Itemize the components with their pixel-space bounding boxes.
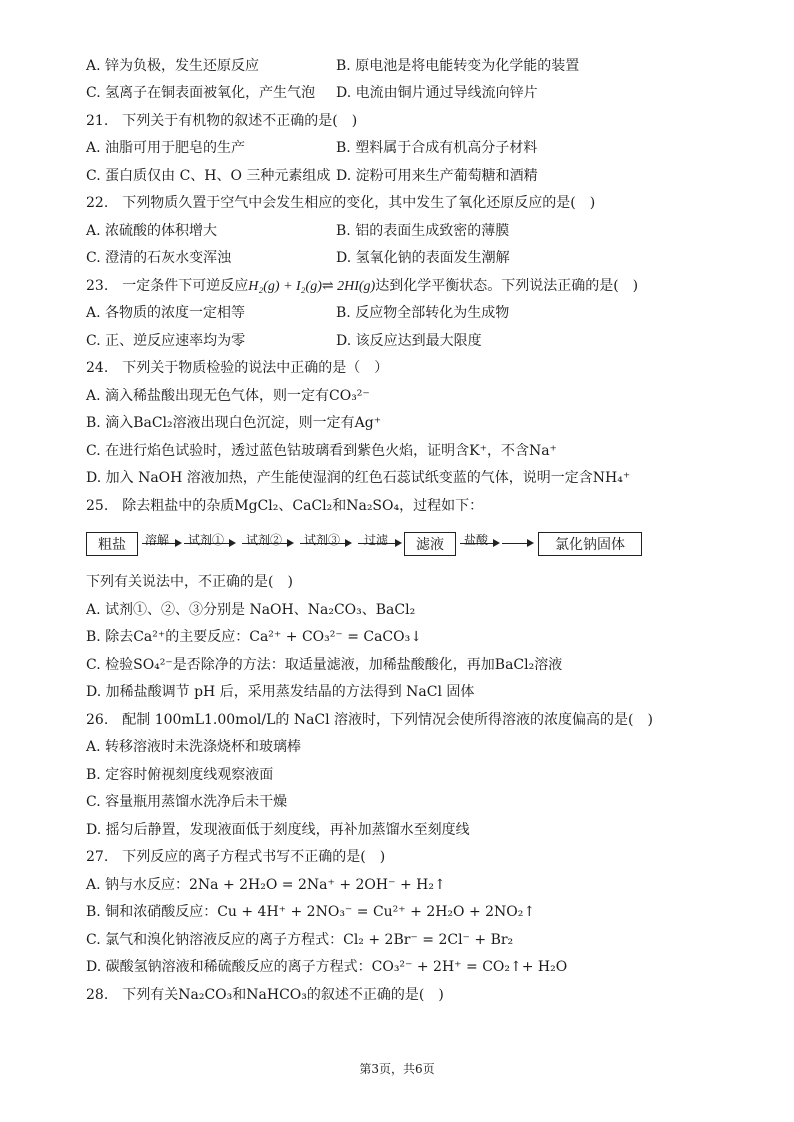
question-28-stem: 28. 下列有关Na₂CO₃和NaHCO₃的叙述不正确的是( ) [86,987,444,1003]
q25-option-b: B. 除去Ca²⁺的主要反应：Ca²⁺ + CO₃²⁻ = CaCO₃↓ [86,629,422,645]
q27-option-d: D. 碳酸氢钠溶液和稀硫酸反应的离子方程式：CO₃²⁻ + 2H⁺ = CO₂↑+ H₂O [86,959,568,975]
q24-option-c: C. 在进行焰色试验时，透过蓝色钴玻璃看到紫色火焰，证明含K⁺，不含Na⁺ [86,443,557,459]
q26-option-a: A. 转移溶液时未洗涤烧杯和玻璃棒 [86,739,302,755]
flow-label-hcl: 盐酸 [464,533,489,547]
q21-option-a: A. 油脂可用于肥皂的生产 [86,140,246,156]
q22-option-a: A. 浓硫酸的体积增大 [86,223,218,239]
question-21-stem: 21. 下列关于有机物的叙述不正确的是( ) [86,113,358,129]
flow-box-crude-salt: 粗盐 [86,532,138,556]
question-22-stem: 22. 下列物质久置于空气中会发生相应的变化，其中发生了氧化还原反应的是( ) [86,195,596,211]
question-27-stem: 27. 下列反应的离子方程式书写不正确的是( ) [86,849,386,865]
q21-option-d: D. 淀粉可用来生产葡萄糖和酒精 [336,168,538,184]
flow-arrow-dissolve [142,533,180,547]
flow-box-filtrate: 滤液 [404,532,456,556]
q26-option-b: B. 定容时俯视刻度线观察液面 [86,767,274,783]
q24-option-a: A. 滴入稀盐酸出现无色气体，则一定有CO₃²⁻ [86,388,370,404]
q24-option-b: B. 滴入BaCl₂溶液出现白色沉淀，则一定有Ag⁺ [86,415,382,431]
q23-option-a: A. 各物质的浓度一定相等 [86,305,246,321]
q23-option-b: B. 反应物全部转化为生成物 [336,305,510,321]
flow-arrow-hcl [460,533,498,547]
flow-arrow-reagent3 [300,533,350,547]
question-26-stem: 26. 配制 100mL1.00mol/L的 NaCl 溶液时，下列情况会使所得溶液的浓度偏高的是( ) [86,712,653,728]
option-b: B. 原电池是将电能转变为化学能的装置 [336,58,580,74]
flow-box-nacl-solid: 氯化钠固体 [538,532,642,556]
page-footer: 第3页，共6页 [359,1062,435,1076]
flow-arrow-filter [358,533,400,547]
q27-option-a: A. 钠与水反应：2Na + 2H₂O = 2Na⁺ + 2OH⁻ + H₂↑ [86,877,446,893]
q22-option-c: C. 澄清的石灰水变浑浊 [86,250,232,266]
q21-option-c: C. 蛋白质仅由 C、H、O 三种元素组成 [86,168,331,184]
flow-arrow-reagent1 [184,533,234,547]
q23-stem-formula: H₂(g) + I₂(g)⇌ 2HI(g) [248,279,376,294]
flow-arrow-final [502,543,532,544]
option-a: A. 锌为负极，发生还原反应 [86,58,260,74]
purification-flowchart [86,530,646,560]
question-25-stem: 25. 除去粗盐中的杂质MgCl₂、CaCl₂和Na₂SO₄，过程如下： [86,498,484,514]
flow-label-reagent3: 试剂③ [304,533,341,547]
flow-arrow-reagent2 [242,533,292,547]
q25-option-c: C. 检验SO₄²⁻是否除净的方法：取适量滤液，加稀盐酸酸化，再加BaCl₂溶液 [86,657,563,673]
q27-option-c: C. 氯气和溴化钠溶液反应的离子方程式：Cl₂ + 2Br⁻ = 2Cl⁻ + Br₂ [86,932,514,948]
q26-option-d: D. 摇匀后静置，发现液面低于刻度线，再补加蒸馏水至刻度线 [86,822,470,838]
q24-option-d: D. 加入 NaOH 溶液加热，产生能使湿润的红色石蕊试纸变蓝的气体，说明一定含NH₄⁺ [86,470,631,486]
q23-stem-post: 达到化学平衡状态。下列说法正确的是( ) [375,278,639,294]
question-23-stem [86,276,638,297]
q21-option-b: B. 塑料属于合成有机高分子材料 [336,140,538,156]
q25-option-d: D. 加稀盐酸调节 pH 后，采用蒸发结晶的方法得到 NaCl 固体 [86,684,475,700]
q27-option-b: B. 铜和浓硝酸反应：Cu + 4H⁺ + 2NO₃⁻ = Cu²⁺ + 2H₂O + 2NO₂↑ [86,904,536,920]
q25-sub-stem: 下列有关说法中，不正确的是( ) [86,574,293,590]
q26-option-c: C. 容量瓶用蒸馏水洗净后未干燥 [86,794,288,810]
q22-option-b: B. 铝的表面生成致密的薄膜 [336,223,510,239]
question-24-stem: 24. 下列关于物质检验的说法中正确的是（ ） [86,360,389,376]
q23-stem-pre: 23. 一定条件下可逆反应 [86,278,249,294]
q22-option-d: D. 氢氧化钠的表面发生潮解 [336,250,510,266]
flow-label-reagent1: 试剂① [188,533,225,547]
flow-label-filter: 过滤 [364,533,389,547]
option-d: D. 电流由铜片通过导线流向锌片 [336,85,538,101]
flow-label-dissolve: 溶解 [145,533,170,547]
q25-option-a: A. 试剂①、②、③分别是 NaOH、Na₂CO₃、BaCl₂ [86,602,416,618]
option-c: C. 氢离子在铜表面被氧化，产生气泡 [86,85,316,101]
q23-option-c: C. 正、逆反应速率均为零 [86,333,246,349]
flow-label-reagent2: 试剂② [246,533,283,547]
q23-option-d: D. 该反应达到最大限度 [336,333,482,349]
